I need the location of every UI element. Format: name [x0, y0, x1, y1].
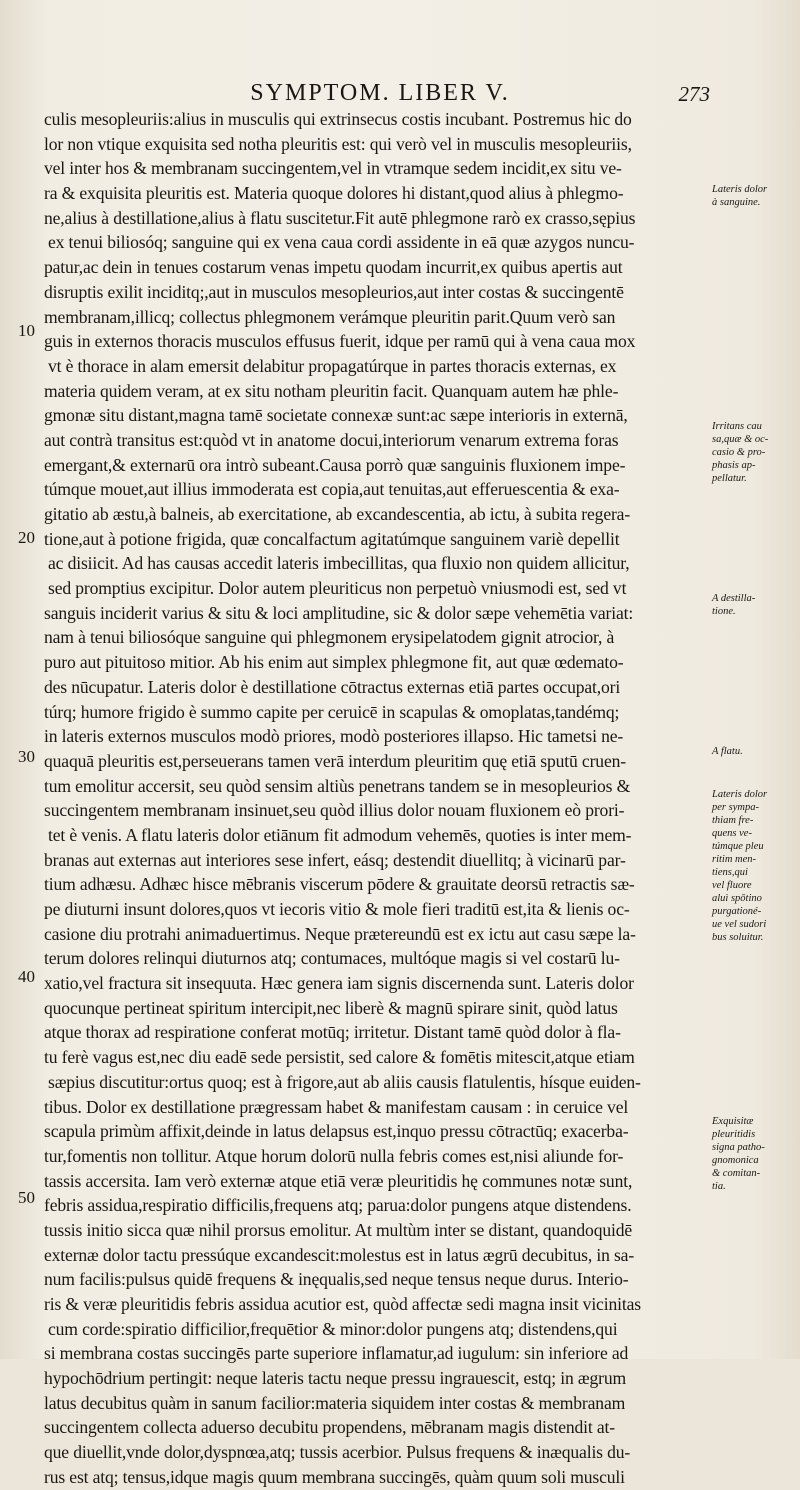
text-line: casione diu protrahi animaduertimus. Neque prætereundū est ex ictu aut casu sæpe la- — [44, 923, 636, 944]
marginal-note: Lateris dolor per sympa- thiam fre- quens ve- túmque pleu ritim men- tiens,qui vel fluore aluì spōtino purgationé- ue vel sudori bus soluitur. — [712, 789, 768, 943]
text-line: cum corde:spiratio difficilior,frequētior & minor:dolor pungens atq; distendens,qui — [48, 1318, 618, 1339]
text-line: pe diuturni insunt dolores,quos vt iecoris vitio & mole fieri traditū est,ita & lienis oc- — [44, 899, 630, 919]
text-line: tet è venis. A flatu lateris dolor etiānum fit admodum vehemēs, quoties is inter mem- — [48, 824, 632, 845]
text-line: ris & veræ pleuritidis febris assidua acutior est, quòd affectæ sedi magna insit vicinitas — [44, 1294, 641, 1314]
marginal-note: Exquisitæ pleuritidis signa patho- gnomonica & comitan- tia. — [712, 1116, 765, 1192]
text-line: lor non vtique exquisita sed notha pleuritis est: qui verò vel in musculis mesopleuriis, — [44, 133, 632, 154]
text-line: num facilis:pulsus quidē frequens & inęqualis,sed neque tensus neque durus. Interio- — [44, 1269, 629, 1290]
body-text — [44, 107, 714, 1490]
text-line: aut contrà transitus est:quòd vt in anatome docui,interiorum venarum extrema foras — [44, 429, 619, 450]
text-line: culis mesopleuriis:alius in musculis qui extrinsecus costis incubant. Postremus hic do — [44, 109, 632, 129]
running-title: SYMPTOM. LIBER V. — [250, 80, 510, 106]
text-line: des nūcupatur. Lateris dolor è destillatione cōtractus externas etiā partes occupat,ori — [44, 676, 621, 697]
text-line: guis in externos thoracis musculos effusus fuerit, idque per ramū qui à vena caua mox — [44, 331, 636, 352]
text-line: vel inter hos & membranam succingentem,vel in vtramque sedem incidit,ex situ ve- — [44, 158, 622, 179]
text-line: túmque mouet,aut illius immoderata est copia,aut tenuitas,aut efferuescentia & exa- — [44, 479, 620, 500]
text-line: tibus. Dolor ex destillatione prægressam habet & manifestam causam : in ceruice vel — [44, 1096, 629, 1117]
text-line: sæpius discutitur:ortus quoq; est à frigore,aut ab aliis causis flatulentis, hísque euiden- — [48, 1071, 641, 1092]
text-line: membranam,illicq; collectus phlegmonem verámque pleuritin parit.Quum verò san — [44, 306, 616, 327]
text-line: gmonæ situ distant,magna tamē societate connexæ sunt:ac sæpe interioris in externā, — [44, 405, 628, 426]
text-line: vt è thorace in alam emersit delabitur propagatúrque in partes thoracis externas, ex — [48, 355, 617, 376]
marginal-note: A destilla- tione. — [712, 593, 756, 617]
text-line: disruptis exilit inciditq;,aut in musculos mesopleurios,aut inter costas & succingentē — [44, 281, 624, 302]
text-line: branas aut externas aut interiores sese infert, eásq; destendit diuellitq; à vicinarū par- — [44, 849, 626, 870]
text-line: scapula primùm affixit,deinde in latus delapsus est,inquo pressu cōtractūq; exacerba- — [44, 1121, 629, 1142]
text-line: emergant,& externarū ora intrò subeant.Causa porrò quæ sanguinis fluxionem impe- — [44, 454, 626, 475]
text-line: tum emolitur accersit, seu quòd sensim altiùs penetrans tandem se in mesopleurios & — [44, 775, 631, 796]
text-line: rus est atq; tensus,idque magis quum membrana succingēs, quàm quum soli musculi — [44, 1466, 625, 1487]
marginal-note: Lateris dolor à sanguine. — [712, 184, 768, 208]
text-line: tassis accersita. Iam verò externæ atque etiā veræ pleuritidis hę communes notæ sunt, — [44, 1170, 633, 1191]
text-line: quocunque pertineat spiritum intercipit,nec liberè & magnū spirare sinit, quòd latus — [44, 997, 618, 1018]
line-number: 30 — [18, 747, 35, 766]
text-line: nam à tenui biliosóque sanguine qui phlegmonem erysipelatodem gignit atrocior, à — [44, 627, 615, 648]
text-line: tium adhæsu. Adhæc hisce mēbranis viscerum pōdere & grauitate deorsū retractis sæ- — [44, 874, 635, 895]
line-number: 50 — [18, 1188, 35, 1207]
line-number: 20 — [18, 528, 35, 547]
text-line: sanguis inciderit varius & situ & loci amplitudine, sic & dolor sæpe vehemētia variat: — [44, 602, 634, 623]
text-line: ne,alius à destillatione,alius à flatu suscitetur.Fit autē phlegmone rarò ex crasso,sępius — [44, 207, 636, 228]
text-line: tussis initio sicca quæ nihil prorsus emolitur. At multùm inter se distant, quandoquidē — [44, 1219, 633, 1240]
text-line: patur,ac dein in tenues costarum venas impetu quodam incurrit,ex quibus apertis aut — [44, 257, 623, 278]
text-line: ac disiicit. Ad has causas accedit lateris imbecillitas, qua fluxio non quidem allicitur, — [48, 553, 630, 574]
text-line: ex tenui biliosóq; sanguine qui ex vena caua cordi assidente in eā quæ azygos nuncu- — [48, 232, 635, 253]
page-number: 273 — [678, 82, 710, 106]
text-line: tu ferè vagus est,nec diu eadē sede persistit, sed calore & fomētis mitescit,atque etiam — [44, 1047, 635, 1068]
text-line: ra & exquisita pleuritis est. Materia quoque dolores hi distant,quod alius à phlegmo- — [44, 183, 624, 204]
line-number: 40 — [18, 967, 35, 986]
marginal-note: Irritans cau sa,quæ & oc- casio & pro- phasis ap- pellatur. — [712, 421, 769, 484]
text-line: externæ dolor tactu pressúque excandescit:molestus est in latus ægrū decubitus, in sa- — [44, 1244, 635, 1265]
text-line: terum dolores relinqui diuturnos atq; contumaces, multóque magis si vel costarū lu- — [44, 948, 620, 969]
text-line: febris assidua,respiratio difficilis,frequens atq; parua:dolor pungens atque distendens. — [44, 1195, 632, 1216]
text-line: tione,aut à potione frigida, quæ concalfactum agitatúmque sanguinem variè depellit — [44, 528, 620, 549]
text-line: hypochōdrium pertingit: neque lateris tactu neque pressu ingrauescit, estq; in ægrum — [44, 1368, 627, 1389]
text-line: xatio,vel fractura sit insequuta. Hæc genera iam signis discernenda sunt. Lateris dolor — [44, 973, 634, 994]
line-number: 10 — [18, 321, 35, 340]
text-line: tur,fomentis non tollitur. Atque horum dolorū nulla febris comes est,nisi aliunde for- — [44, 1145, 624, 1166]
text-line: sed promptius excipitur. Dolor autem pleuriticus non perpetuò vniusmodi est, sed vt — [48, 578, 627, 599]
text-line: túrq; humore frigido è summo capite per ceruicē in scapulas & omoplatas,tandémq; — [44, 701, 620, 722]
text-line: si membrana costas succingēs parte superiore inflamatur,ad iugulum: sin inferiore ad — [44, 1343, 629, 1364]
text-line: gitatio ab æstu,à balneis, ab exercitatione, ab excandescentia, ab ictu, à subita regera- — [44, 504, 631, 524]
text-line: que diuellit,vnde dolor,dyspnœa,atq; tussis acerbior. Pulsus frequens & inæqualis du- — [44, 1442, 631, 1463]
text-line: atque thorax ad respiratione conferat motūq; irritetur. Distant tamē quòd dolor à fla- — [44, 1022, 621, 1043]
text-line: quaquā pleuritis est,perseuerans tamen verā interdum pleuritim quę etiā sputū cruen- — [44, 750, 626, 771]
text-line: succingentem membranam insinuet,seu quòd illius dolor nouam fluxionem eò prori- — [44, 800, 625, 821]
text-line: in lateris externos musculos modò priores, modò posteriores illapso. Hic tametsi ne- — [44, 726, 624, 747]
text-line: latus decubitus quàm in sanum facilior:materia siquidem inter costas & membranam — [44, 1392, 626, 1413]
text-line: puro aut pituitoso mitior. Ab his enim aut simplex phlegmone fit, aut quæ œdemato- — [44, 652, 624, 673]
marginal-note: A flatu. — [712, 746, 743, 757]
text-line: succingentem collecta aduerso decubitu propendens, mēbranam magis distendit at- — [44, 1417, 615, 1438]
text-line: materia quidem veram, at ex situ notham pleuritin facit. Quanquam autem hæ phle- — [44, 380, 619, 401]
